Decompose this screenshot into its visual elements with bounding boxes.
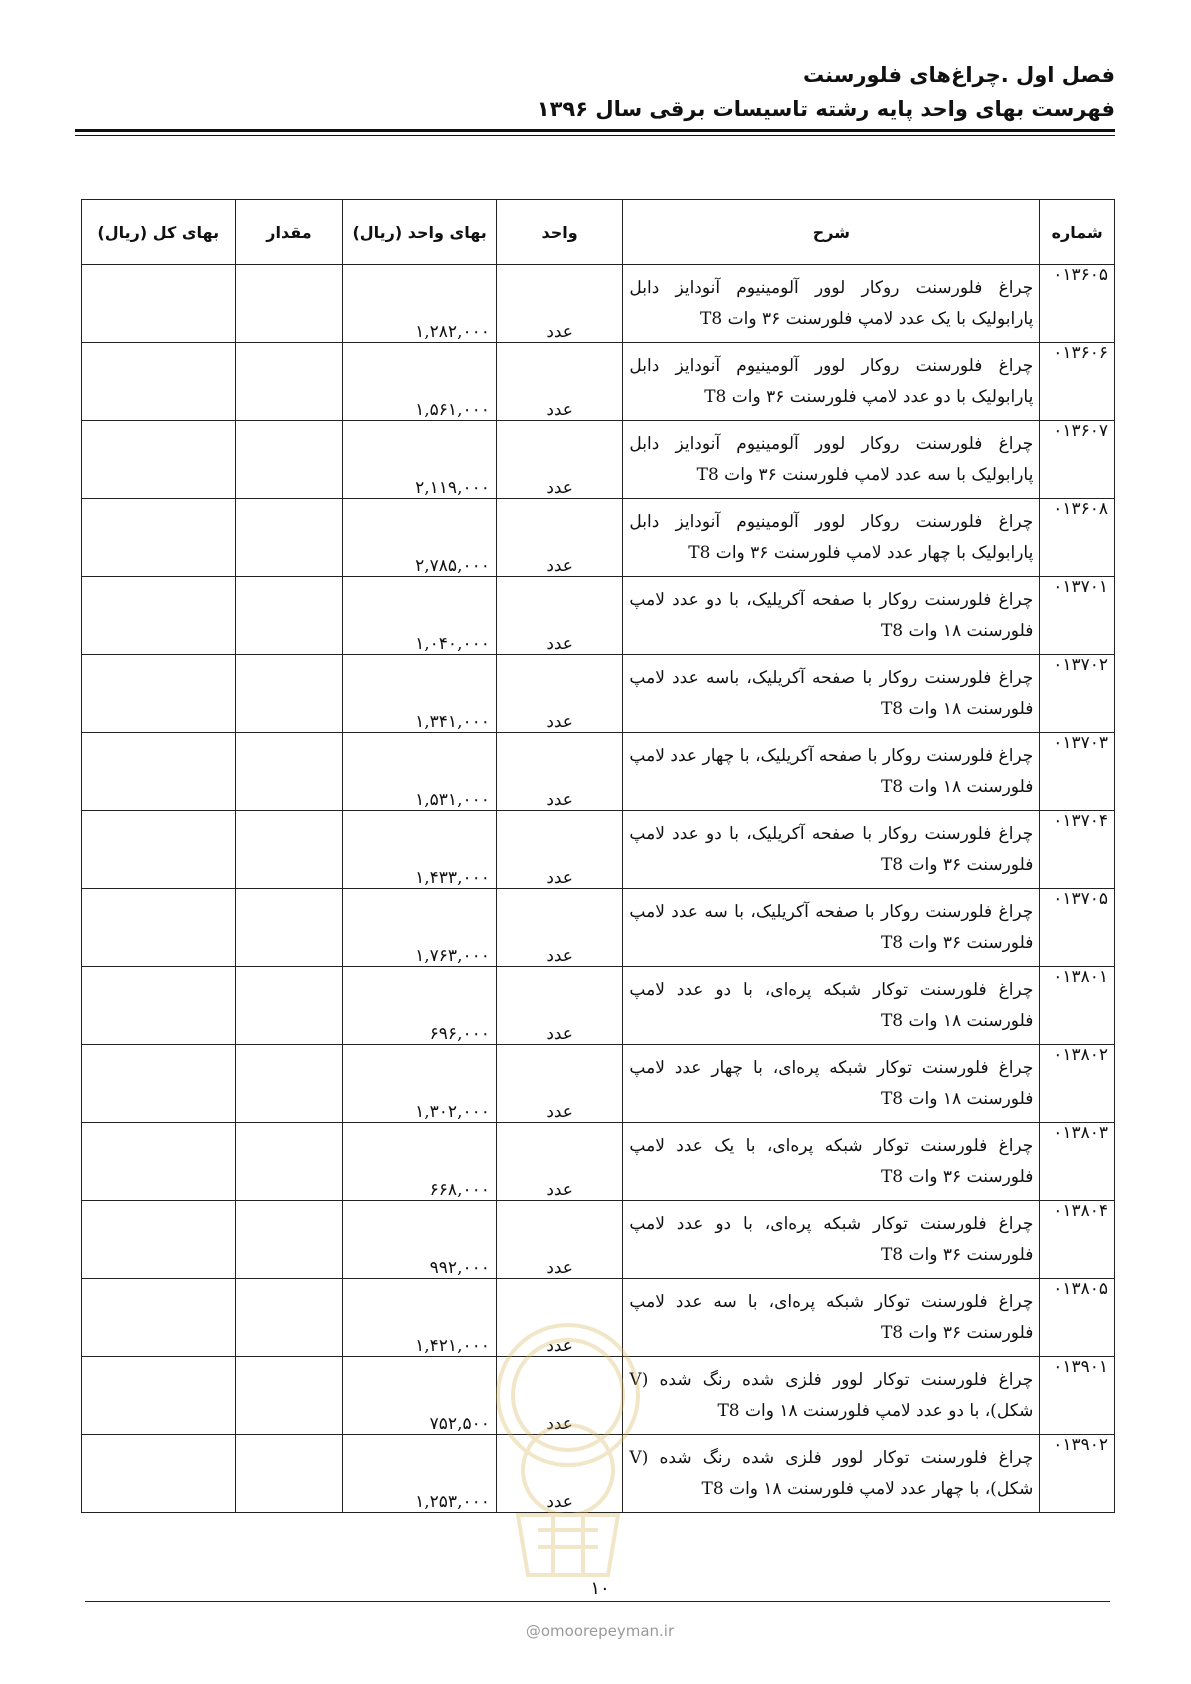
item-description-cell: چراغ فلورسنت توکار لوور فلزی شده رنگ شده (V شکل)، با چهار عدد لامپ فلورسنت ۱۸ وات T8 [623,1435,1040,1513]
item-unit-price-cell: ۱,۷۶۳,۰۰۰ [343,889,496,967]
item-unit-price-cell: ۱,۰۴۰,۰۰۰ [343,577,496,655]
item-description-cell: چراغ فلورسنت توکار لوور فلزی شده رنگ شده (V شکل)، با دو عدد لامپ فلورسنت ۱۸ وات T8 [623,1357,1040,1435]
item-unit-price-cell: ۱,۳۴۱,۰۰۰ [343,655,496,733]
item-code-cell: ۰۱۳۷۰۵ [1040,889,1115,967]
seal-watermark-icon [478,1285,658,1585]
col-header-total-price: بهای کل (ریال) [82,200,236,265]
item-total-price-cell [82,1357,236,1435]
header-rule-thin [75,135,1115,136]
page-number: ۱۰ [590,1578,610,1599]
item-unit-cell: عدد [496,967,623,1045]
item-quantity-cell [235,421,343,499]
table-row [82,1201,1115,1279]
item-unit-price-cell: ۶۹۶,۰۰۰ [343,967,496,1045]
item-unit-price-cell: ۱,۴۳۳,۰۰۰ [343,811,496,889]
item-code-cell: ۰۱۳۶۰۸ [1040,499,1115,577]
item-code-cell: ۰۱۳۸۰۵ [1040,1279,1115,1357]
item-total-price-cell [82,1435,236,1513]
item-unit-price-cell: ۲,۱۱۹,۰۰۰ [343,421,496,499]
item-unit-cell: عدد [496,889,623,967]
item-unit-cell: عدد [496,421,623,499]
item-description-cell: چراغ فلورسنت روکار با صفحه آکریلیک، باسه عدد لامپ فلورسنت ۱۸ وات T8 [623,655,1040,733]
item-code-cell: ۰۱۳۷۰۳ [1040,733,1115,811]
item-quantity-cell [235,1435,343,1513]
item-unit-price-cell: ۱,۲۵۳,۰۰۰ [343,1435,496,1513]
watermark-text: @omoorepeyman.ir [525,1622,675,1640]
item-unit-cell: عدد [496,1357,623,1435]
chapter-title: فصل اول .چراغ‌های فلورسنت [802,63,1115,87]
item-unit-price-cell: ۶۶۸,۰۰۰ [343,1123,496,1201]
item-quantity-cell [235,967,343,1045]
item-code-cell: ۰۱۳۷۰۴ [1040,811,1115,889]
item-description-cell: چراغ فلورسنت روکار با صفحه آکریلیک، با دو عدد لامپ فلورسنت ۳۶ وات T8 [623,811,1040,889]
item-quantity-cell [235,889,343,967]
table-row [82,421,1115,499]
item-quantity-cell [235,1357,343,1435]
item-total-price-cell [82,1123,236,1201]
item-total-price-cell [82,811,236,889]
table-row [82,577,1115,655]
item-code-cell: ۰۱۳۸۰۳ [1040,1123,1115,1201]
col-header-code: شماره [1040,200,1115,265]
item-description-cell: چراغ فلورسنت روکار لوور آلومینیوم آنودایز دابل پارابولیک با دو عدد لامپ فلورسنت ۳۶ وات T8 [623,343,1040,421]
table-row [82,1045,1115,1123]
item-description-cell: چراغ فلورسنت روکار لوور آلومینیوم آنودایز دابل پارابولیک با چهار عدد لامپ فلورسنت ۳۶ وات T8 [623,499,1040,577]
col-header-quantity: مقدار [235,200,343,265]
table-row [82,265,1115,343]
item-quantity-cell [235,577,343,655]
table-row [82,811,1115,889]
item-description-cell: چراغ فلورسنت توکار شبکه پره‌ای، با سه عدد لامپ فلورسنت ۳۶ وات T8 [623,1279,1040,1357]
item-description-cell: چراغ فلورسنت روکار با صفحه آکریلیک، با دو عدد لامپ فلورسنت ۱۸ وات T8 [623,577,1040,655]
item-unit-cell: عدد [496,1435,623,1513]
item-code-cell: ۰۱۳۸۰۲ [1040,1045,1115,1123]
item-quantity-cell [235,1201,343,1279]
item-description-cell: چراغ فلورسنت توکار شبکه پره‌ای، با دو عدد لامپ فلورسنت ۳۶ وات T8 [623,1201,1040,1279]
item-unit-price-cell: ۷۵۲,۵۰۰ [343,1357,496,1435]
item-total-price-cell [82,889,236,967]
item-unit-cell: عدد [496,811,623,889]
item-unit-cell: عدد [496,577,623,655]
item-unit-price-cell: ۱,۲۸۲,۰۰۰ [343,265,496,343]
item-code-cell: ۰۱۳۶۰۵ [1040,265,1115,343]
item-unit-cell: عدد [496,1123,623,1201]
item-quantity-cell [235,343,343,421]
item-code-cell: ۰۱۳۸۰۱ [1040,967,1115,1045]
table-row [82,343,1115,421]
item-total-price-cell [82,499,236,577]
table-row [82,967,1115,1045]
item-unit-price-cell: ۹۹۲,۰۰۰ [343,1201,496,1279]
page-header [75,58,1115,126]
item-description-cell: چراغ فلورسنت روکار لوور آلومینیوم آنودایز دابل پارابولیک با سه عدد لامپ فلورسنت ۳۶ وات T8 [623,421,1040,499]
item-total-price-cell [82,1279,236,1357]
table-header-row [82,200,1115,265]
table-row [82,655,1115,733]
item-description-cell: چراغ فلورسنت روکار با صفحه آکریلیک، با چهار عدد لامپ فلورسنت ۱۸ وات T8 [623,733,1040,811]
item-code-cell: ۰۱۳۶۰۷ [1040,421,1115,499]
table-row [82,733,1115,811]
item-unit-cell: عدد [496,499,623,577]
item-quantity-cell [235,655,343,733]
item-unit-price-cell: ۱,۵۶۱,۰۰۰ [343,343,496,421]
item-quantity-cell [235,499,343,577]
item-code-cell: ۰۱۳۶۰۶ [1040,343,1115,421]
item-unit-price-cell: ۱,۵۳۱,۰۰۰ [343,733,496,811]
item-total-price-cell [82,421,236,499]
item-code-cell: ۰۱۳۹۰۱ [1040,1357,1115,1435]
col-header-description: شرح [623,200,1040,265]
item-unit-cell: عدد [496,733,623,811]
item-unit-cell: عدد [496,655,623,733]
item-description-cell: چراغ فلورسنت روکار با صفحه آکریلیک، با سه عدد لامپ فلورسنت ۳۶ وات T8 [623,889,1040,967]
item-quantity-cell [235,811,343,889]
item-total-price-cell [82,733,236,811]
item-unit-cell: عدد [496,343,623,421]
item-description-cell: چراغ فلورسنت توکار شبکه پره‌ای، با یک عدد لامپ فلورسنت ۳۶ وات T8 [623,1123,1040,1201]
item-total-price-cell [82,1045,236,1123]
item-quantity-cell [235,1123,343,1201]
item-quantity-cell [235,733,343,811]
item-unit-price-cell: ۱,۴۲۱,۰۰۰ [343,1279,496,1357]
footer-rule [85,1601,1110,1602]
item-quantity-cell [235,1045,343,1123]
document-title: فهرست بهای واحد پایه رشته تاسیسات برقی سال ۱۳۹۶ [536,97,1115,121]
item-code-cell: ۰۱۳۹۰۲ [1040,1435,1115,1513]
item-total-price-cell [82,967,236,1045]
table-row [82,889,1115,967]
item-unit-price-cell: ۲,۷۸۵,۰۰۰ [343,499,496,577]
header-rule-thick [75,129,1115,132]
table-row [82,499,1115,577]
item-code-cell: ۰۱۳۸۰۴ [1040,1201,1115,1279]
item-total-price-cell [82,343,236,421]
item-total-price-cell [82,655,236,733]
item-unit-cell: عدد [496,1201,623,1279]
table-row [82,1123,1115,1201]
item-quantity-cell [235,1279,343,1357]
col-header-unit: واحد [496,200,623,265]
item-quantity-cell [235,265,343,343]
item-description-cell: چراغ فلورسنت توکار شبکه پره‌ای، با چهار عدد لامپ فلورسنت ۱۸ وات T8 [623,1045,1040,1123]
item-total-price-cell [82,577,236,655]
item-description-cell: چراغ فلورسنت توکار شبکه پره‌ای، با دو عدد لامپ فلورسنت ۱۸ وات T8 [623,967,1040,1045]
col-header-unit-price: بهای واحد (ریال) [343,200,496,265]
item-unit-cell: عدد [496,265,623,343]
item-unit-cell: عدد [496,1279,623,1357]
item-code-cell: ۰۱۳۷۰۱ [1040,577,1115,655]
item-unit-price-cell: ۱,۳۰۲,۰۰۰ [343,1045,496,1123]
item-unit-cell: عدد [496,1045,623,1123]
item-code-cell: ۰۱۳۷۰۲ [1040,655,1115,733]
item-total-price-cell [82,265,236,343]
item-description-cell: چراغ فلورسنت روکار لوور آلومینیوم آنودایز دابل پارابولیک با یک عدد لامپ فلورسنت ۳۶ وات T8 [623,265,1040,343]
item-total-price-cell [82,1201,236,1279]
